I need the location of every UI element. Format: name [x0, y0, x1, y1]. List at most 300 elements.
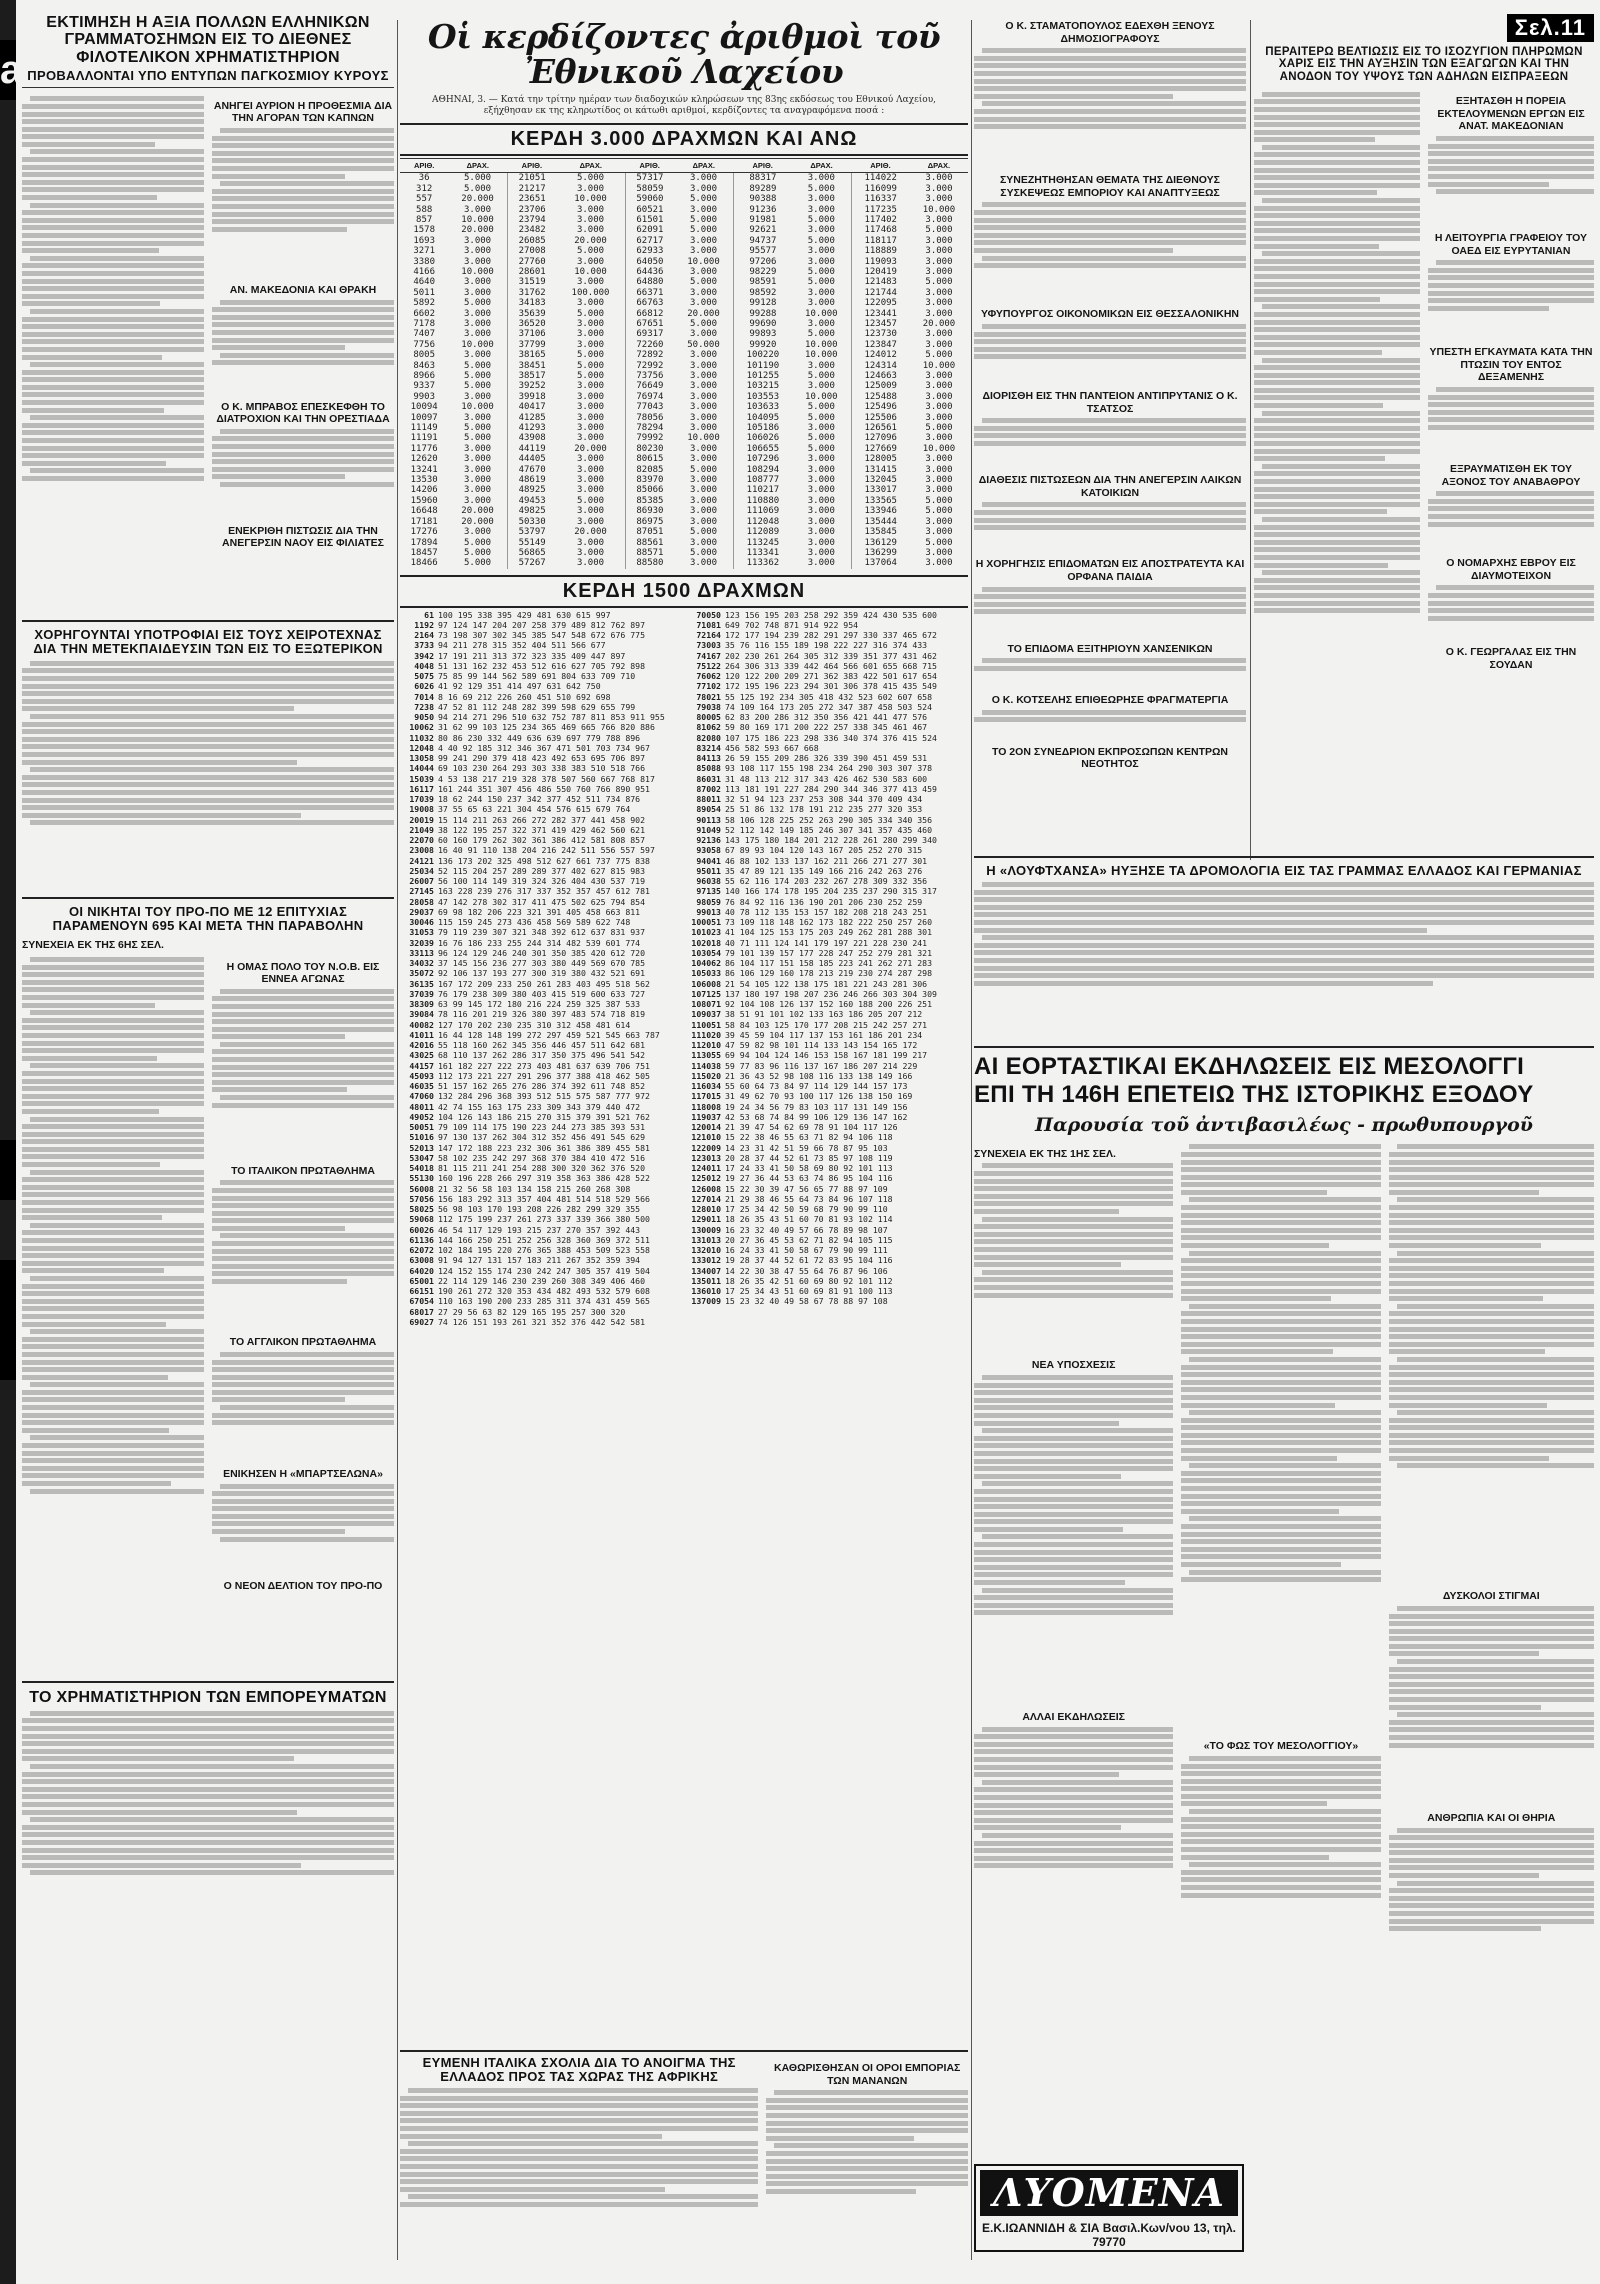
text-line — [1428, 417, 1594, 422]
number-group-lead: 135011 — [691, 1275, 721, 1286]
ticket-number: 13530 — [410, 475, 438, 486]
text-line — [1389, 1433, 1594, 1438]
number-group-lead: 71081 — [696, 619, 721, 630]
text-line — [974, 1474, 1121, 1479]
number-group-endings: 26 59 155 209 286 326 339 390 451 459 531 — [725, 753, 928, 764]
text-line — [1254, 350, 1382, 355]
prize-amount: 20.000 — [461, 506, 494, 517]
advertisement — [974, 2164, 1244, 2252]
text-line — [982, 935, 1594, 940]
text-line — [212, 996, 394, 1001]
ticket-number: 38451 — [507, 361, 556, 371]
number-grid-row — [400, 968, 681, 978]
number-group-endings: 63 99 145 172 180 216 224 259 325 387 533 — [438, 999, 641, 1010]
number-grid-row — [687, 815, 968, 825]
text-line — [212, 1087, 347, 1092]
number-group-lead: 82080 — [696, 732, 721, 743]
number-grid-row — [687, 907, 968, 917]
text-line — [1428, 151, 1594, 156]
continuation-note: ΣΥΝΕΧΕΙΑ ΕΚ ΤΗΣ 1ΗΣ ΣΕΛ. — [974, 1147, 1116, 1160]
ticket-number: 103633 — [733, 402, 792, 412]
text-line — [1254, 274, 1420, 279]
number-group-endings: 35 76 116 155 189 198 222 227 316 374 433 — [725, 640, 928, 651]
prize-amount: 3.000 — [576, 214, 605, 225]
text-line — [1189, 1516, 1380, 1521]
text-line — [212, 444, 394, 449]
number-group-lead: 47060 — [409, 1091, 434, 1102]
number-grid-row — [400, 794, 681, 804]
number-group-endings: 160 196 228 266 297 319 358 363 386 428 522 — [438, 1173, 650, 1184]
text-line — [1181, 1547, 1380, 1552]
ticket-number: 136129 — [851, 538, 910, 548]
number-grid-row — [400, 681, 681, 691]
text-line — [30, 1063, 204, 1068]
text-line — [974, 1841, 1173, 1846]
text-line — [212, 219, 394, 224]
ticket-number: 124663 — [851, 371, 910, 381]
number-group-endings: 59 77 83 96 116 137 167 186 207 214 229 — [725, 1060, 918, 1071]
ticket-number: 5892 — [413, 298, 436, 309]
text-line — [1181, 1258, 1380, 1263]
body-text-block — [1389, 1144, 1594, 1584]
number-group-endings: 42 74 155 163 175 233 309 343 379 440 472 — [438, 1101, 641, 1112]
number-group-lead: 117015 — [691, 1091, 721, 1102]
number-group-lead: 137009 — [691, 1296, 721, 1307]
number-group-endings: 172 195 196 223 294 301 306 378 415 435 549 — [725, 681, 937, 692]
number-grid-row — [687, 825, 968, 835]
ticket-number: 43908 — [507, 433, 556, 443]
text-line — [982, 1833, 1173, 1838]
text-line — [974, 1565, 1173, 1570]
text-line — [1181, 1228, 1380, 1233]
ticket-number: 64050 — [625, 257, 674, 267]
prize-amount: 10.000 — [805, 339, 838, 350]
text-line — [22, 1428, 169, 1433]
text-line — [30, 1329, 204, 1334]
number-group-lead: 10062 — [409, 722, 434, 733]
prize-amount: 50.000 — [687, 339, 720, 350]
ticket-number: 8966 — [413, 371, 436, 381]
ticket-number: 34183 — [507, 298, 556, 308]
text-line — [22, 676, 394, 681]
text-line — [1389, 1903, 1594, 1908]
text-line — [30, 767, 394, 772]
text-line — [974, 897, 1594, 902]
ticket-number: 77043 — [625, 402, 674, 412]
number-grid-row — [687, 968, 968, 978]
body-text-block — [212, 300, 394, 395]
prize-amount: 3.000 — [807, 194, 835, 205]
ticket-number: 110880 — [733, 496, 792, 506]
number-group-lead: 65001 — [409, 1275, 434, 1286]
text-line — [1181, 1205, 1380, 1210]
number-group-lead: 132010 — [691, 1245, 721, 1256]
number-group-lead: 87002 — [696, 783, 721, 794]
text-line — [1389, 1167, 1594, 1172]
number-group-lead: 55130 — [409, 1173, 434, 1184]
text-line — [220, 300, 394, 305]
ticket-number: 101190 — [733, 361, 792, 371]
number-grid-row — [400, 927, 681, 937]
text-line — [974, 594, 1246, 599]
prize-col-header-number: ΑΡΙΘ. — [851, 159, 910, 173]
number-grid-row — [400, 610, 681, 620]
number-grid-row — [400, 866, 681, 876]
prize-amount: 3.000 — [925, 183, 953, 194]
number-grid-row — [400, 1225, 681, 1235]
prize-row — [400, 267, 968, 277]
text-line — [212, 136, 394, 141]
ticket-number: 90388 — [733, 194, 792, 204]
number-group-lead: 124011 — [691, 1163, 721, 1174]
prize-amount: 3.000 — [464, 495, 492, 506]
ticket-number: 48925 — [507, 485, 556, 495]
text-line — [212, 436, 394, 441]
text-line — [22, 1079, 204, 1084]
ticket-number: 312 — [416, 183, 433, 194]
text-line — [1181, 1425, 1380, 1430]
text-line — [408, 2088, 758, 2093]
text-line — [982, 1588, 1173, 1593]
number-group-endings: 21 32 56 58 103 134 158 215 260 268 308 — [438, 1183, 631, 1194]
text-line — [220, 1042, 394, 1047]
prize-amount: 3.000 — [464, 412, 492, 423]
prize-amount: 3.000 — [925, 329, 953, 340]
text-line — [22, 438, 204, 443]
text-line — [22, 1367, 204, 1372]
text-line — [1181, 1266, 1380, 1271]
text-line — [22, 775, 394, 780]
ticket-number: 86975 — [625, 517, 674, 527]
text-line — [212, 1279, 347, 1284]
prize-amount: 3.000 — [925, 308, 953, 319]
text-line — [1389, 1896, 1594, 1901]
number-group-endings: 25 51 86 132 178 191 212 235 277 320 353 — [725, 804, 923, 815]
text-line — [1428, 275, 1594, 280]
prize-amount: 3.000 — [689, 235, 718, 246]
text-line — [1436, 260, 1594, 265]
text-line — [766, 2105, 968, 2110]
prize-amount: 5.000 — [576, 173, 605, 184]
ticket-number: 11776 — [410, 443, 438, 454]
number-group-endings: 16 23 32 40 49 57 66 78 89 98 107 — [725, 1224, 888, 1235]
prize-amount: 5.000 — [464, 298, 492, 309]
prize-amount: 5.000 — [464, 433, 492, 444]
text-line — [212, 1188, 394, 1193]
text-line — [22, 195, 157, 200]
prize-amount: 3.000 — [689, 204, 718, 215]
prize-amount: 3.000 — [464, 235, 492, 246]
prize-amount: 3.000 — [576, 256, 605, 267]
prize-row — [400, 194, 968, 204]
number-group-lead: 128010 — [691, 1204, 721, 1215]
text-line — [974, 225, 1246, 230]
number-group-lead: 80005 — [696, 712, 721, 723]
text-line — [1254, 137, 1375, 142]
prize-amount: 3.000 — [464, 329, 492, 340]
number-group-endings: 4 53 138 217 219 328 378 507 560 667 768 817 — [438, 773, 655, 784]
text-line — [982, 658, 1246, 663]
number-group-endings: 15 23 32 40 49 58 67 78 88 97 108 — [725, 1296, 888, 1307]
text-line — [1428, 166, 1594, 171]
number-group-endings: 27 29 56 63 82 129 165 195 257 300 320 — [438, 1306, 626, 1317]
number-group-endings: 79 119 239 307 321 348 392 612 637 831 937 — [438, 927, 646, 938]
number-grid-row — [687, 989, 968, 999]
text-line — [974, 1436, 1173, 1441]
number-group-endings: 41 92 129 351 414 497 631 642 750 — [438, 681, 601, 692]
text-line — [22, 187, 204, 192]
prize-amount: 3.000 — [807, 558, 835, 569]
prize-amount: 10.000 — [922, 360, 956, 371]
text-line — [1181, 1327, 1380, 1332]
text-line — [1254, 297, 1380, 302]
prize-amount: 3.000 — [576, 506, 605, 517]
number-grid-row — [400, 1286, 681, 1296]
number-grid-row — [400, 1122, 681, 1132]
body-text-block — [974, 882, 1594, 1032]
text-line — [1428, 601, 1594, 606]
number-group-endings: 38 122 195 257 322 371 419 429 462 560 621 — [438, 824, 646, 835]
text-line — [1181, 1839, 1380, 1844]
number-group-lead: 126008 — [691, 1183, 721, 1194]
number-group-endings: 69 98 182 206 223 321 391 405 458 663 811 — [438, 906, 641, 917]
text-line — [766, 2174, 968, 2179]
text-line — [22, 1352, 204, 1357]
ticket-number: 9903 — [413, 391, 436, 402]
text-line — [1254, 115, 1420, 120]
prize-amount: 5.000 — [576, 371, 605, 381]
kicker-new-propo: Ο ΝΕΟΝ ΔΕΛΤΙΟΝ ΤΟΥ ΠΡΟ-ΠΟ — [223, 1579, 383, 1592]
text-line — [1389, 1850, 1594, 1855]
text-line — [1389, 1205, 1594, 1210]
text-line — [974, 1734, 1173, 1739]
text-line — [1389, 1273, 1594, 1278]
prize-amount: 3.000 — [925, 173, 953, 184]
text-line — [212, 1367, 394, 1372]
number-group-lead: 118008 — [691, 1101, 721, 1112]
text-line — [1428, 283, 1594, 288]
ticket-number: 94737 — [733, 236, 792, 246]
text-line — [212, 1027, 394, 1032]
prize-col-header-number: ΑΡΙΘ. — [507, 159, 556, 173]
prize-row — [400, 517, 968, 527]
number-group-lead: 81062 — [696, 722, 721, 733]
number-grid-row — [400, 804, 681, 814]
number-grid-row — [687, 1194, 968, 1204]
text-line — [22, 263, 204, 268]
ticket-number: 99128 — [733, 298, 792, 308]
number-group-endings: 94 214 271 296 510 632 752 787 811 853 911 955 — [438, 712, 665, 723]
text-line — [1254, 282, 1420, 287]
text-line — [1254, 388, 1420, 393]
prize-amount: 3.000 — [576, 537, 605, 548]
ticket-number: 113245 — [733, 538, 792, 548]
number-group-endings: 56 98 103 170 193 208 226 282 299 329 355 — [438, 1204, 641, 1215]
text-line — [22, 1033, 204, 1038]
number-grid-row — [687, 774, 968, 784]
number-group-endings: 69 103 230 264 293 303 338 383 510 518 766 — [438, 763, 646, 774]
number-group-endings: 456 582 593 667 668 — [725, 742, 819, 753]
text-line — [22, 980, 204, 985]
ticket-number: 9337 — [413, 381, 436, 392]
prize-amount: 5.000 — [689, 194, 718, 205]
text-line — [1254, 456, 1385, 461]
lufthansa-headline: Η «ΛΟΥΦΤΧΑΝΣΑ» ΗΥΞΗΣΕ ΤΑ ΔΡΟΜΟΛΟΓΙΑ ΕΙΣ ΤΑΣ ΓΡΑΜΜΑΣ ΕΛΛΑΔΟΣ ΚΑΙ ΓΕΡΜΑΝΙΑΣ — [986, 863, 1582, 878]
number-group-lead: 16117 — [409, 783, 434, 794]
number-grid-row — [400, 733, 681, 743]
text-line — [1254, 487, 1420, 492]
ticket-number: 88317 — [733, 173, 792, 184]
prize-amount: 3.000 — [925, 235, 953, 246]
number-grid-row — [687, 979, 968, 989]
text-line — [974, 1239, 1173, 1244]
text-line — [22, 1344, 204, 1349]
text-line — [974, 966, 1594, 971]
number-group-endings: 32 51 94 123 237 253 308 344 370 409 434 — [725, 794, 923, 805]
number-group-lead: 23008 — [409, 845, 434, 856]
text-line — [212, 1004, 394, 1009]
text-line — [1254, 426, 1420, 431]
prize-amount: 10.000 — [687, 256, 720, 267]
number-group-endings: 163 228 239 276 317 337 352 357 457 612 781 — [438, 886, 650, 897]
text-line — [22, 332, 204, 337]
ticket-number: 80615 — [625, 454, 674, 464]
text-line — [1254, 441, 1420, 446]
text-line — [1389, 1266, 1594, 1271]
ticket-number: 125506 — [851, 413, 910, 423]
ticket-number: 89289 — [733, 184, 792, 194]
text-line — [408, 2141, 758, 2146]
ticket-number: 1693 — [413, 235, 436, 246]
body-text-block — [212, 1352, 394, 1462]
text-line — [1397, 1357, 1594, 1362]
number-grid-row — [400, 1194, 681, 1204]
number-grid-row — [687, 763, 968, 773]
ticket-number: 62933 — [625, 246, 674, 256]
text-line — [22, 972, 204, 977]
text-line — [974, 510, 1246, 515]
text-line — [22, 180, 204, 185]
text-line — [212, 1499, 394, 1504]
text-line — [1181, 1403, 1334, 1408]
number-grid-row — [400, 1235, 681, 1245]
number-group-endings: 132 284 296 368 393 512 515 575 587 777 972 — [438, 1091, 650, 1102]
prize-col-header-drachmas: ΔΡΑΧ. — [792, 159, 851, 173]
text-line — [1189, 1463, 1380, 1468]
text-line — [30, 1223, 204, 1228]
text-line — [1428, 616, 1594, 621]
prize-amount: 3.000 — [925, 464, 953, 475]
number-grid-row — [687, 620, 968, 630]
number-group-lead: 54018 — [409, 1163, 434, 1174]
number-group-lead: 14044 — [409, 763, 434, 774]
ticket-number: 88561 — [625, 538, 674, 548]
text-line — [974, 1825, 1121, 1830]
number-group-lead: 67054 — [409, 1296, 434, 1307]
text-line — [974, 717, 1246, 722]
number-group-endings: 37 145 156 236 277 303 380 449 569 670 785 — [438, 958, 646, 969]
number-grid-row — [687, 1296, 968, 1306]
text-line — [22, 1003, 155, 1008]
text-line — [1181, 1243, 1328, 1248]
prize-amount: 20.000 — [461, 194, 494, 205]
body-text-block — [22, 957, 204, 1677]
text-line — [22, 1238, 204, 1243]
ticket-number: 85066 — [625, 485, 674, 495]
number-group-lead: 58025 — [409, 1204, 434, 1215]
text-line — [974, 1255, 1173, 1260]
prize-amount: 5.000 — [807, 183, 835, 194]
prize-amount: 3.000 — [925, 485, 953, 496]
text-line — [1181, 1524, 1380, 1529]
number-group-endings: 115 159 245 273 436 458 569 589 622 748 — [438, 917, 631, 928]
text-line — [1181, 1281, 1380, 1286]
text-line — [1254, 578, 1420, 583]
number-group-lead: 72164 — [696, 630, 721, 641]
number-grid-row — [400, 671, 681, 681]
number-group-endings: 78 116 201 219 326 380 397 483 574 718 819 — [438, 1009, 646, 1020]
number-group-endings: 14 23 31 42 51 59 66 78 87 95 103 — [725, 1142, 888, 1153]
text-line — [1397, 1659, 1594, 1664]
text-line — [22, 1094, 204, 1099]
kicker-works: ΕΞΗΤΑΣΘΗ Η ΠΟΡΕΙΑ ΕΚΤΕΛΟΥΜΕΝΩΝ ΕΡΓΩΝ ΕΙΣ ΑΝΑΤ. ΜΑΚΕΔΟΝΙΑΝ — [1437, 95, 1585, 133]
text-line — [774, 2143, 968, 2148]
prize-amount: 5.000 — [576, 360, 605, 371]
text-line — [22, 142, 155, 147]
text-line — [1254, 107, 1420, 112]
mesolongi-col-c — [1389, 1142, 1594, 1978]
number-group-lead: 109037 — [691, 1009, 721, 1020]
ticket-number: 99288 — [733, 309, 792, 319]
text-line — [22, 1787, 394, 1792]
prize-col-header-drachmas: ΔΡΑΧ. — [910, 159, 968, 173]
text-line — [1389, 1865, 1594, 1870]
number-group-lead: 114038 — [691, 1060, 721, 1071]
text-line — [212, 1211, 394, 1216]
text-line — [1254, 312, 1420, 317]
text-line — [22, 1147, 204, 1152]
text-line — [974, 94, 1173, 99]
number-grid-row — [687, 835, 968, 845]
mesolongi-col-b — [1181, 1142, 1380, 1978]
text-line — [22, 1101, 204, 1106]
number-grid-row — [400, 1153, 681, 1163]
text-line — [1181, 1387, 1380, 1392]
text-line — [212, 166, 394, 171]
left-sport-split — [22, 955, 394, 1675]
number-grid-row — [687, 1040, 968, 1050]
text-line — [212, 151, 394, 156]
text-line — [22, 995, 204, 1000]
number-grid-row — [400, 651, 681, 661]
number-grid-row — [687, 651, 968, 661]
text-line — [1436, 136, 1594, 141]
number-group-endings: 112 173 221 227 291 296 377 388 418 462 505 — [438, 1070, 650, 1081]
text-line — [1397, 1251, 1594, 1256]
number-grid-row — [400, 1132, 681, 1142]
number-group-endings: 17 191 211 313 372 323 335 409 447 897 — [438, 650, 626, 661]
text-line — [1436, 491, 1594, 496]
text-line — [974, 1856, 1173, 1861]
body-text-block — [22, 96, 204, 616]
kicker-difficult: ΔΥΣΚΟΛΟΙ ΣΤΙΓΜΑΙ — [1442, 1590, 1540, 1603]
number-grid-row — [687, 1102, 968, 1112]
prize-amount: 3.000 — [464, 256, 492, 267]
ticket-number: 91981 — [733, 215, 792, 225]
text-line — [212, 1420, 394, 1425]
prize-amount: 3.000 — [925, 433, 953, 444]
text-line — [22, 1466, 204, 1471]
